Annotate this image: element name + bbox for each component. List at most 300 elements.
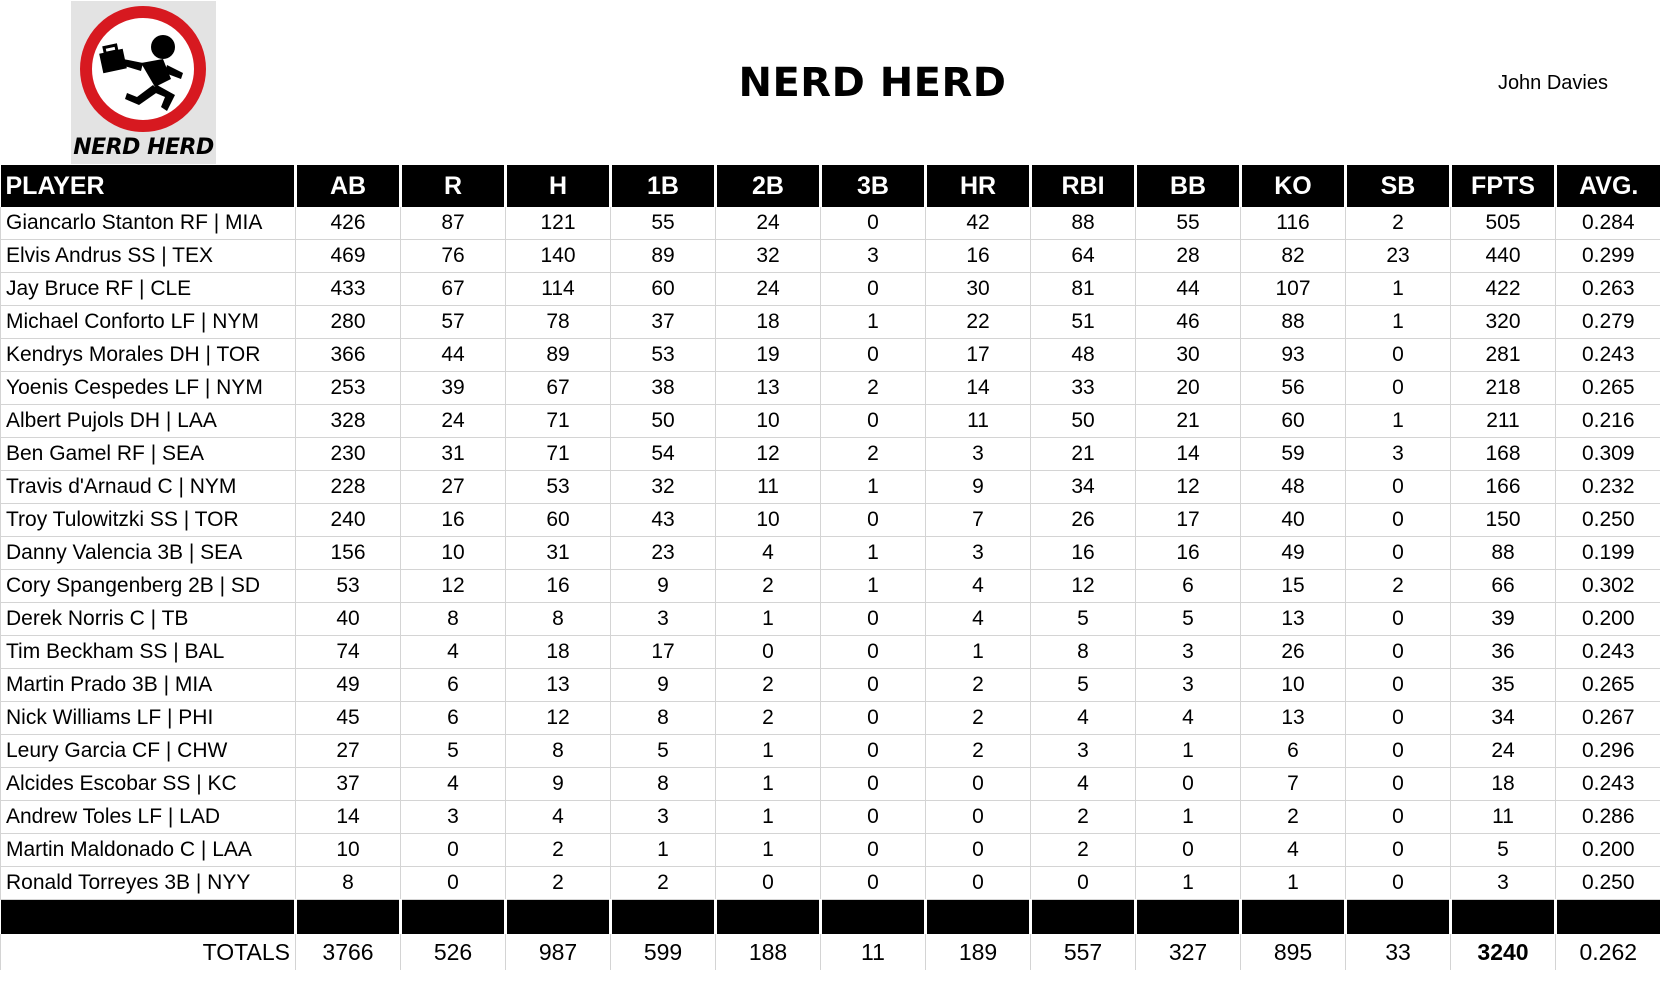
stat-cell-ko: 107 — [1241, 273, 1346, 306]
stat-cell-fpts: 5 — [1451, 834, 1556, 867]
stat-cell-ab: 14 — [296, 801, 401, 834]
stat-cell-rbi: 0 — [1031, 867, 1136, 900]
stat-cell-hr: 0 — [926, 801, 1031, 834]
stat-cell-rbi: 50 — [1031, 405, 1136, 438]
stat-cell-avg: 0.265 — [1556, 669, 1660, 702]
stat-cell-hr: 14 — [926, 372, 1031, 405]
stat-cell-fpts: 24 — [1451, 735, 1556, 768]
total-cell-2b: 188 — [716, 934, 821, 970]
stat-cell-bb: 1 — [1136, 867, 1241, 900]
player-row — [1, 570, 1660, 603]
stat-cell-1b: 54 — [611, 438, 716, 471]
stat-cell-bb: 0 — [1136, 834, 1241, 867]
stat-cell-ko: 2 — [1241, 801, 1346, 834]
stat-cell-bb: 1 — [1136, 801, 1241, 834]
logo-text: NERD HERD — [73, 135, 214, 160]
stat-cell-h: 16 — [506, 570, 611, 603]
stat-cell-h: 60 — [506, 504, 611, 537]
stat-cell-sb: 1 — [1346, 273, 1451, 306]
stat-cell-hr: 2 — [926, 669, 1031, 702]
stat-cell-2b: 24 — [716, 273, 821, 306]
stat-cell-hr: 0 — [926, 834, 1031, 867]
stat-cell-rbi: 26 — [1031, 504, 1136, 537]
stat-cell-sb: 2 — [1346, 570, 1451, 603]
stat-cell-2b: 0 — [716, 636, 821, 669]
stat-cell-ab: 228 — [296, 471, 401, 504]
stat-cell-rbi: 5 — [1031, 603, 1136, 636]
stat-cell-1b: 43 — [611, 504, 716, 537]
stat-cell-rbi: 4 — [1031, 768, 1136, 801]
stat-cell-ab: 253 — [296, 372, 401, 405]
stat-cell-avg: 0.243 — [1556, 768, 1660, 801]
separator-cell — [1136, 900, 1241, 935]
stat-cell-2b: 19 — [716, 339, 821, 372]
stat-cell-avg: 0.232 — [1556, 471, 1660, 504]
stat-cell-hr: 4 — [926, 570, 1031, 603]
stat-cell-bb: 55 — [1136, 207, 1241, 240]
stat-cell-r: 39 — [401, 372, 506, 405]
stat-cell-hr: 2 — [926, 735, 1031, 768]
stat-cell-hr: 3 — [926, 438, 1031, 471]
stat-cell-1b: 8 — [611, 768, 716, 801]
total-cell-r: 526 — [401, 934, 506, 970]
stat-cell-ko: 7 — [1241, 768, 1346, 801]
stat-cell-rbi: 81 — [1031, 273, 1136, 306]
stat-cell-avg: 0.299 — [1556, 240, 1660, 273]
stat-cell-1b: 55 — [611, 207, 716, 240]
stat-cell-rbi: 8 — [1031, 636, 1136, 669]
stat-cell-fpts: 168 — [1451, 438, 1556, 471]
stat-cell-ko: 49 — [1241, 537, 1346, 570]
stat-cell-r: 27 — [401, 471, 506, 504]
separator-cell — [1, 900, 296, 935]
stat-cell-avg: 0.199 — [1556, 537, 1660, 570]
total-cell-1b: 599 — [611, 934, 716, 970]
stat-cell-sb: 0 — [1346, 636, 1451, 669]
stats-table — [0, 165, 1660, 970]
player-row — [1, 669, 1660, 702]
stat-cell-bb: 0 — [1136, 768, 1241, 801]
separator-cell — [506, 900, 611, 935]
stat-cell-bb: 21 — [1136, 405, 1241, 438]
stat-cell-h: 71 — [506, 438, 611, 471]
column-header-player: PLAYER — [1, 165, 296, 207]
stat-cell-3b: 2 — [821, 438, 926, 471]
stat-cell-sb: 3 — [1346, 438, 1451, 471]
owner-name: John Davies — [1497, 72, 1608, 94]
player-name-cell: Danny Valencia 3B | SEA — [1, 537, 296, 570]
stat-cell-sb: 0 — [1346, 339, 1451, 372]
total-cell-hr: 189 — [926, 934, 1031, 970]
stat-cell-3b: 0 — [821, 405, 926, 438]
stat-cell-3b: 2 — [821, 372, 926, 405]
stat-cell-rbi: 34 — [1031, 471, 1136, 504]
column-header-r: R — [401, 165, 506, 207]
stat-cell-1b: 32 — [611, 471, 716, 504]
stat-cell-r: 4 — [401, 636, 506, 669]
stat-cell-rbi: 2 — [1031, 801, 1136, 834]
stat-cell-3b: 0 — [821, 504, 926, 537]
column-header-3b: 3B — [821, 165, 926, 207]
stat-cell-1b: 50 — [611, 405, 716, 438]
player-name-cell: Alcides Escobar SS | KC — [1, 768, 296, 801]
stat-cell-ko: 26 — [1241, 636, 1346, 669]
stat-cell-ab: 230 — [296, 438, 401, 471]
stat-cell-3b: 0 — [821, 801, 926, 834]
separator-cell — [716, 900, 821, 935]
stat-cell-rbi: 51 — [1031, 306, 1136, 339]
stat-cell-avg: 0.250 — [1556, 867, 1660, 900]
separator-cell — [1241, 900, 1346, 935]
stat-cell-3b: 0 — [821, 768, 926, 801]
stat-cell-ko: 59 — [1241, 438, 1346, 471]
stat-cell-ko: 60 — [1241, 405, 1346, 438]
stat-cell-1b: 37 — [611, 306, 716, 339]
stat-cell-ab: 469 — [296, 240, 401, 273]
column-header-avg: AVG. — [1556, 165, 1660, 207]
stat-cell-fpts: 211 — [1451, 405, 1556, 438]
stat-cell-r: 6 — [401, 669, 506, 702]
stat-cell-r: 6 — [401, 702, 506, 735]
header-row — [1, 165, 1660, 207]
stat-cell-avg: 0.200 — [1556, 603, 1660, 636]
stat-cell-h: 13 — [506, 669, 611, 702]
stat-cell-2b: 32 — [716, 240, 821, 273]
player-name-cell: Albert Pujols DH | LAA — [1, 405, 296, 438]
stat-cell-fpts: 281 — [1451, 339, 1556, 372]
stat-cell-bb: 44 — [1136, 273, 1241, 306]
stat-cell-fpts: 166 — [1451, 471, 1556, 504]
stat-cell-bb: 6 — [1136, 570, 1241, 603]
stat-cell-sb: 1 — [1346, 405, 1451, 438]
stat-cell-1b: 60 — [611, 273, 716, 306]
stat-cell-avg: 0.200 — [1556, 834, 1660, 867]
stat-cell-2b: 18 — [716, 306, 821, 339]
stat-cell-h: 78 — [506, 306, 611, 339]
stat-cell-hr: 22 — [926, 306, 1031, 339]
stat-cell-r: 10 — [401, 537, 506, 570]
stat-cell-ab: 49 — [296, 669, 401, 702]
stat-cell-rbi: 3 — [1031, 735, 1136, 768]
stat-cell-h: 31 — [506, 537, 611, 570]
player-row — [1, 504, 1660, 537]
stat-cell-hr: 3 — [926, 537, 1031, 570]
stat-cell-avg: 0.267 — [1556, 702, 1660, 735]
stat-cell-1b: 9 — [611, 669, 716, 702]
stat-cell-h: 89 — [506, 339, 611, 372]
totals-label: TOTALS — [1, 934, 296, 970]
separator-bar — [1, 900, 1660, 935]
stat-cell-rbi: 21 — [1031, 438, 1136, 471]
stat-cell-bb: 3 — [1136, 669, 1241, 702]
total-cell-avg: 0.262 — [1556, 934, 1660, 970]
separator-cell — [1031, 900, 1136, 935]
stat-cell-rbi: 48 — [1031, 339, 1136, 372]
player-name-cell: Jay Bruce RF | CLE — [1, 273, 296, 306]
stat-cell-1b: 17 — [611, 636, 716, 669]
player-row — [1, 306, 1660, 339]
stat-cell-ko: 48 — [1241, 471, 1346, 504]
separator-cell — [401, 900, 506, 935]
stat-cell-2b: 11 — [716, 471, 821, 504]
player-row — [1, 834, 1660, 867]
stat-cell-3b: 0 — [821, 207, 926, 240]
stat-cell-hr: 42 — [926, 207, 1031, 240]
stat-cell-ab: 45 — [296, 702, 401, 735]
stat-cell-1b: 1 — [611, 834, 716, 867]
stat-cell-r: 76 — [401, 240, 506, 273]
stat-cell-ko: 13 — [1241, 702, 1346, 735]
stat-cell-r: 24 — [401, 405, 506, 438]
stat-cell-sb: 0 — [1346, 834, 1451, 867]
stat-cell-h: 121 — [506, 207, 611, 240]
column-header-ko: KO — [1241, 165, 1346, 207]
stat-cell-ko: 1 — [1241, 867, 1346, 900]
stat-cell-ab: 426 — [296, 207, 401, 240]
total-cell-3b: 11 — [821, 934, 926, 970]
total-cell-ab: 3766 — [296, 934, 401, 970]
stat-cell-h: 8 — [506, 735, 611, 768]
player-name-cell: Martin Maldonado C | LAA — [1, 834, 296, 867]
stat-cell-ab: 10 — [296, 834, 401, 867]
player-name-cell: Kendrys Morales DH | TOR — [1, 339, 296, 372]
stat-cell-rbi: 5 — [1031, 669, 1136, 702]
separator-cell — [1346, 900, 1451, 935]
stat-cell-3b: 0 — [821, 834, 926, 867]
player-row — [1, 405, 1660, 438]
stat-cell-fpts: 35 — [1451, 669, 1556, 702]
stat-cell-sb: 0 — [1346, 735, 1451, 768]
player-row — [1, 735, 1660, 768]
player-row — [1, 768, 1660, 801]
stat-cell-ko: 6 — [1241, 735, 1346, 768]
player-row — [1, 240, 1660, 273]
stat-cell-rbi: 2 — [1031, 834, 1136, 867]
player-name-cell: Travis d'Arnaud C | NYM — [1, 471, 296, 504]
player-name-cell: Leury Garcia CF | CHW — [1, 735, 296, 768]
stat-cell-r: 12 — [401, 570, 506, 603]
stat-cell-2b: 13 — [716, 372, 821, 405]
total-cell-h: 987 — [506, 934, 611, 970]
stat-cell-h: 140 — [506, 240, 611, 273]
stat-cell-fpts: 320 — [1451, 306, 1556, 339]
stat-cell-bb: 16 — [1136, 537, 1241, 570]
stat-cell-ab: 366 — [296, 339, 401, 372]
stat-cell-1b: 9 — [611, 570, 716, 603]
stat-cell-h: 67 — [506, 372, 611, 405]
stat-cell-fpts: 440 — [1451, 240, 1556, 273]
stat-cell-hr: 16 — [926, 240, 1031, 273]
stat-cell-hr: 30 — [926, 273, 1031, 306]
stat-cell-avg: 0.302 — [1556, 570, 1660, 603]
stat-cell-3b: 0 — [821, 735, 926, 768]
stat-cell-2b: 12 — [716, 438, 821, 471]
stat-cell-bb: 30 — [1136, 339, 1241, 372]
stat-cell-1b: 89 — [611, 240, 716, 273]
stat-cell-ko: 13 — [1241, 603, 1346, 636]
stat-cell-r: 5 — [401, 735, 506, 768]
stat-cell-2b: 1 — [716, 603, 821, 636]
stat-cell-avg: 0.284 — [1556, 207, 1660, 240]
separator-cell — [1451, 900, 1556, 935]
player-row — [1, 438, 1660, 471]
stat-cell-r: 44 — [401, 339, 506, 372]
stat-cell-fpts: 11 — [1451, 801, 1556, 834]
stat-cell-fpts: 66 — [1451, 570, 1556, 603]
stat-cell-3b: 1 — [821, 306, 926, 339]
stat-cell-bb: 1 — [1136, 735, 1241, 768]
total-cell-fpts: 3240 — [1451, 934, 1556, 970]
player-name-cell: Andrew Toles LF | LAD — [1, 801, 296, 834]
stat-cell-2b: 24 — [716, 207, 821, 240]
column-header-2b: 2B — [716, 165, 821, 207]
stat-cell-sb: 0 — [1346, 372, 1451, 405]
stat-cell-3b: 0 — [821, 702, 926, 735]
stat-cell-3b: 0 — [821, 339, 926, 372]
player-row — [1, 867, 1660, 900]
stat-cell-1b: 8 — [611, 702, 716, 735]
stat-cell-h: 12 — [506, 702, 611, 735]
stat-cell-bb: 5 — [1136, 603, 1241, 636]
total-cell-sb: 33 — [1346, 934, 1451, 970]
stat-cell-avg: 0.243 — [1556, 636, 1660, 669]
stat-cell-r: 57 — [401, 306, 506, 339]
stat-cell-r: 0 — [401, 834, 506, 867]
stat-cell-sb: 0 — [1346, 471, 1451, 504]
stat-cell-3b: 1 — [821, 570, 926, 603]
stat-cell-bb: 17 — [1136, 504, 1241, 537]
stat-cell-ab: 433 — [296, 273, 401, 306]
totals-row — [1, 934, 1660, 970]
column-header-h: H — [506, 165, 611, 207]
stat-cell-hr: 2 — [926, 702, 1031, 735]
stat-cell-3b: 0 — [821, 669, 926, 702]
player-row — [1, 471, 1660, 504]
separator-cell — [296, 900, 401, 935]
stat-cell-rbi: 88 — [1031, 207, 1136, 240]
stat-cell-sb: 0 — [1346, 768, 1451, 801]
stat-cell-h: 9 — [506, 768, 611, 801]
stat-cell-fpts: 18 — [1451, 768, 1556, 801]
stat-cell-avg: 0.216 — [1556, 405, 1660, 438]
stat-cell-ko: 15 — [1241, 570, 1346, 603]
player-row — [1, 636, 1660, 669]
stat-cell-hr: 0 — [926, 867, 1031, 900]
column-header-hr: HR — [926, 165, 1031, 207]
stat-cell-3b: 0 — [821, 636, 926, 669]
stat-cell-h: 71 — [506, 405, 611, 438]
player-row — [1, 273, 1660, 306]
player-row — [1, 702, 1660, 735]
stat-cell-2b: 1 — [716, 768, 821, 801]
stat-cell-2b: 10 — [716, 405, 821, 438]
stat-cell-avg: 0.243 — [1556, 339, 1660, 372]
stat-cell-ab: 37 — [296, 768, 401, 801]
stat-cell-sb: 0 — [1346, 669, 1451, 702]
stat-cell-ko: 88 — [1241, 306, 1346, 339]
player-name-cell: Martin Prado 3B | MIA — [1, 669, 296, 702]
stat-cell-r: 16 — [401, 504, 506, 537]
stat-cell-bb: 28 — [1136, 240, 1241, 273]
stat-cell-rbi: 33 — [1031, 372, 1136, 405]
stat-cell-bb: 12 — [1136, 471, 1241, 504]
column-header-rbi: RBI — [1031, 165, 1136, 207]
stat-cell-bb: 3 — [1136, 636, 1241, 669]
player-name-cell: Derek Norris C | TB — [1, 603, 296, 636]
player-row — [1, 537, 1660, 570]
stat-cell-bb: 46 — [1136, 306, 1241, 339]
stat-cell-ab: 74 — [296, 636, 401, 669]
stat-cell-ab: 53 — [296, 570, 401, 603]
stat-cell-h: 8 — [506, 603, 611, 636]
player-name-cell: Yoenis Cespedes LF | NYM — [1, 372, 296, 405]
stat-cell-avg: 0.265 — [1556, 372, 1660, 405]
stat-cell-fpts: 218 — [1451, 372, 1556, 405]
player-row — [1, 372, 1660, 405]
stat-cell-2b: 1 — [716, 834, 821, 867]
stat-cell-avg: 0.250 — [1556, 504, 1660, 537]
stat-cell-ko: 56 — [1241, 372, 1346, 405]
stat-cell-3b: 1 — [821, 537, 926, 570]
stat-cell-2b: 4 — [716, 537, 821, 570]
stat-cell-1b: 3 — [611, 801, 716, 834]
total-cell-ko: 895 — [1241, 934, 1346, 970]
stat-cell-sb: 0 — [1346, 801, 1451, 834]
player-row — [1, 801, 1660, 834]
stat-cell-fpts: 3 — [1451, 867, 1556, 900]
separator-cell — [821, 900, 926, 935]
player-name-cell: Nick Williams LF | PHI — [1, 702, 296, 735]
stat-cell-ab: 240 — [296, 504, 401, 537]
stat-cell-3b: 3 — [821, 240, 926, 273]
stat-cell-sb: 0 — [1346, 537, 1451, 570]
stat-cell-avg: 0.296 — [1556, 735, 1660, 768]
player-row — [1, 603, 1660, 636]
stat-cell-ko: 4 — [1241, 834, 1346, 867]
column-header-fpts: FPTS — [1451, 165, 1556, 207]
stat-cell-ab: 8 — [296, 867, 401, 900]
stat-cell-3b: 0 — [821, 603, 926, 636]
stat-cell-sb: 2 — [1346, 207, 1451, 240]
stat-cell-1b: 23 — [611, 537, 716, 570]
stat-cell-hr: 4 — [926, 603, 1031, 636]
stat-cell-hr: 11 — [926, 405, 1031, 438]
stat-cell-1b: 38 — [611, 372, 716, 405]
player-name-cell: Troy Tulowitzki SS | TOR — [1, 504, 296, 537]
stat-cell-h: 114 — [506, 273, 611, 306]
player-name-cell: Giancarlo Stanton RF | MIA — [1, 207, 296, 240]
column-header-ab: AB — [296, 165, 401, 207]
stat-cell-3b: 1 — [821, 471, 926, 504]
column-header-bb: BB — [1136, 165, 1241, 207]
separator-cell — [611, 900, 716, 935]
stat-cell-rbi: 4 — [1031, 702, 1136, 735]
separator-cell — [1556, 900, 1660, 935]
stat-cell-hr: 7 — [926, 504, 1031, 537]
player-name-cell: Ronald Torreyes 3B | NYY — [1, 867, 296, 900]
stat-cell-2b: 2 — [716, 669, 821, 702]
stat-cell-ab: 280 — [296, 306, 401, 339]
player-name-cell: Ben Gamel RF | SEA — [1, 438, 296, 471]
stat-cell-3b: 0 — [821, 867, 926, 900]
stat-cell-rbi: 12 — [1031, 570, 1136, 603]
stat-cell-ab: 27 — [296, 735, 401, 768]
stat-cell-sb: 0 — [1346, 702, 1451, 735]
stat-cell-rbi: 64 — [1031, 240, 1136, 273]
stat-cell-1b: 53 — [611, 339, 716, 372]
stat-cell-sb: 0 — [1346, 504, 1451, 537]
stat-cell-2b: 2 — [716, 702, 821, 735]
